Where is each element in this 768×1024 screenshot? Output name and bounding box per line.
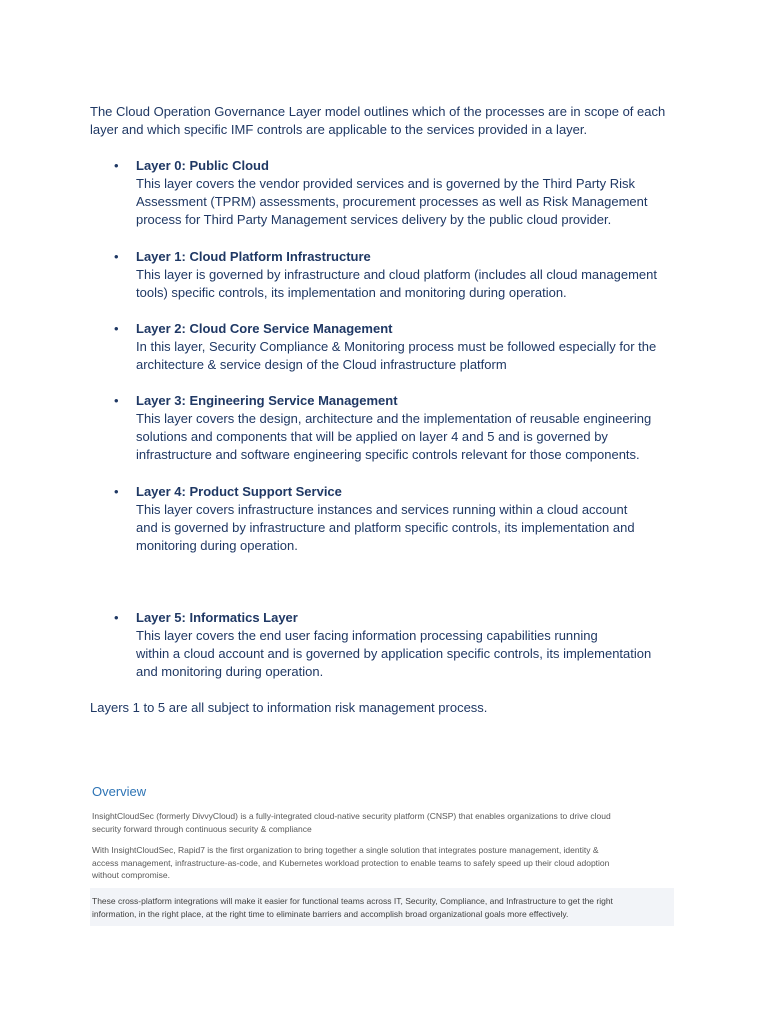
- layer-description: This layer covers the vendor provided services and is governed by the Third Party Risk Assessment (TPRM) assessments, procurement processes as well as Risk Management process for Third Party Management services delivery by the public cloud provider.: [136, 176, 648, 227]
- bullet-icon: •: [114, 610, 119, 625]
- layer-title: Layer 4: Product Support Service: [136, 484, 342, 499]
- layer-title: Layer 0: Public Cloud: [136, 158, 269, 173]
- layer-description: This layer is governed by infrastructure and cloud platform (includes all cloud management tools) specific controls, its implementation and monitoring during operation.: [136, 267, 657, 300]
- overview-paragraph-3: These cross-platform integrations will make it easier for functional teams across IT, Security, Compliance, and Infrastructure to get the right information, in the right place, at the right time to eliminate barriers and accomplish broad organizational goals more effectively.: [92, 896, 613, 919]
- intro-paragraph: The Cloud Operation Governance Layer model outlines which of the processes are in scope of each layer and which specific IMF controls are applicable to the services provided in a layer.: [90, 104, 666, 137]
- layer-item-4: [114, 483, 674, 555]
- layer-item-0: [114, 157, 674, 229]
- closing-paragraph: Layers 1 to 5 are all subject to information risk management process.: [90, 700, 488, 715]
- overview-paragraph-1: InsightCloudSec (formerly DivvyCloud) is a fully-integrated cloud-native security platform (CNSP) that enables organizations to drive cloud security forward through continuous security & compliance: [92, 811, 611, 834]
- layer-description: In this layer, Security Compliance & Monitoring process must be followed especially for the architecture & service design of the Cloud infrastructure platform: [136, 339, 657, 372]
- layer-item-2: [114, 320, 674, 374]
- bullet-icon: •: [114, 158, 119, 173]
- overview-paragraph-2: With InsightCloudSec, Rapid7 is the first organization to bring together a single solution that integrates posture management, identity & access management, infrastructure-as-code, and Kubernetes workload protection to enable teams to safely speed up their cloud adoption without compromise.: [92, 845, 610, 880]
- bullet-icon: •: [114, 321, 119, 336]
- layer-title: Layer 3: Engineering Service Management: [136, 393, 398, 408]
- layer-item-1: [114, 248, 674, 302]
- layer-description: This layer covers the design, architecture and the implementation of reusable engineering solutions and components that will be applied on layer 4 and 5 and is governed by infrastructure and software engineering specific controls relevant for those components.: [136, 411, 652, 462]
- layer-item-5: [114, 609, 674, 681]
- bullet-icon: •: [114, 249, 119, 264]
- bullet-icon: •: [114, 484, 119, 499]
- overview-embedded-image: [86, 776, 676, 928]
- overview-title: Overview: [92, 784, 147, 799]
- layer-description: This layer covers infrastructure instances and services running within a cloud account and is governed by infrastructure and platform specific controls, its implementation and monitoring during operation.: [136, 502, 635, 553]
- layer-title: Layer 5: Informatics Layer: [136, 610, 298, 625]
- layer-item-3: [114, 392, 674, 464]
- layer-title: Layer 2: Cloud Core Service Management: [136, 321, 393, 336]
- layer-description: This layer covers the end user facing information processing capabilities running within a cloud account and is governed by application specific controls, its implementation and monitoring during operation.: [136, 628, 652, 679]
- layer-title: Layer 1: Cloud Platform Infrastructure: [136, 249, 371, 264]
- bullet-icon: •: [114, 393, 119, 408]
